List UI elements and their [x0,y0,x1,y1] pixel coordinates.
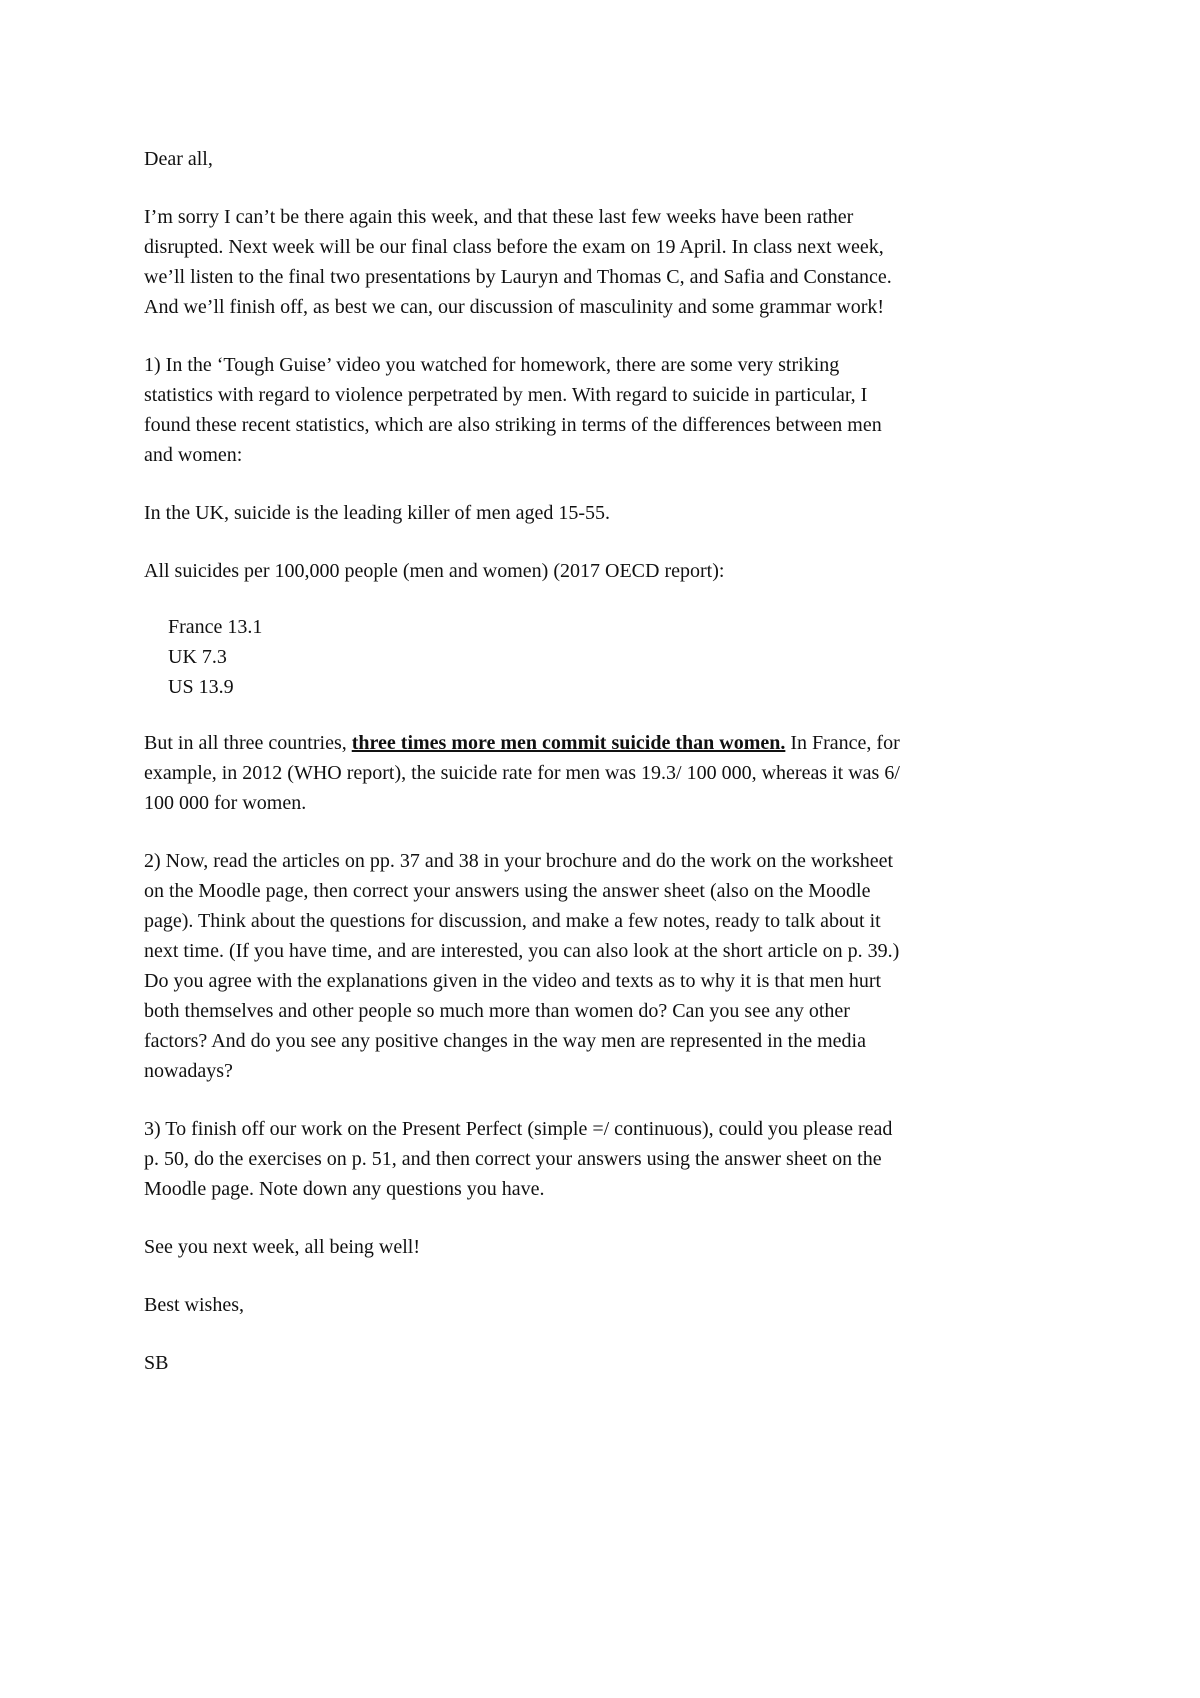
point-3-paragraph [144,1114,1084,1204]
comparison-paragraph [144,728,1084,818]
stat-us: US 13.9 [168,676,234,698]
comparison-line [144,728,1084,758]
intro-line: I’m sorry I can’t be there again this week, and that these last few weeks have been rather [144,206,854,228]
stat-france: France 13.1 [168,616,263,638]
closing-line: Best wishes, [144,1294,244,1316]
point-1-paragraph [144,350,1084,470]
uk-fact: In the UK, suicide is the leading killer of men aged 15-55. [144,502,610,524]
point-3-line: p. 50, do the exercises on p. 51, and then correct your answers using the answer sheet on the [144,1148,882,1170]
stats-list [144,612,1084,702]
point-1-line: found these recent statistics, which are also striking in terms of the differences between men [144,414,882,436]
point-1-line: 1) In the ‘Tough Guise’ video you watched for homework, there are some very striking [144,354,840,376]
point-3-line: Moodle page. Note down any questions you have. [144,1178,545,1200]
comparison-line: 100 000 for women. [144,792,307,814]
comparison-suffix: In France, for [785,732,900,754]
point-1-line: and women: [144,444,243,466]
see-you-line: See you next week, all being well! [144,1236,421,1258]
point-2-line: factors? And do you see any positive changes in the way men are represented in the media [144,1030,866,1052]
oecd-intro: All suicides per 100,000 people (men and women) (2017 OECD report): [144,560,725,582]
point-2-paragraph [144,846,1084,1086]
point-2-line: on the Moodle page, then correct your answers using the answer sheet (also on the Moodle [144,880,871,902]
comparison-emphasis: three times more men commit suicide than women. [351,732,786,754]
intro-paragraph [144,202,1084,322]
point-2-line: Do you agree with the explanations given in the video and texts as to why it is that men hurt [144,970,882,992]
point-2-line: both themselves and other people so much more than women do? Can you see any other [144,1000,850,1022]
greeting: Dear all, [144,148,213,170]
intro-line: disrupted. Next week will be our final class before the exam on 19 April. In class next week, [144,236,884,258]
point-2-line: page). Think about the questions for discussion, and make a few notes, ready to talk about it [144,910,881,932]
intro-line: we’ll listen to the final two presentations by Lauryn and Thomas C, and Safia and Constance. [144,266,892,288]
point-2-line: 2) Now, read the articles on pp. 37 and 38 in your brochure and do the work on the worksheet [144,850,894,872]
point-3-line: 3) To finish off our work on the Present Perfect (simple =/ continuous), could you please read [144,1118,893,1140]
stat-uk: UK 7.3 [168,646,227,668]
signature: SB [144,1352,169,1374]
point-2-line: nowadays? [144,1060,233,1082]
point-2-line: next time. (If you have time, and are interested, you can also look at the short article on p. 39.) [144,940,900,962]
letter-page [144,144,1084,1378]
point-1-line: statistics with regard to violence perpetrated by men. With regard to suicide in particular, I [144,384,868,406]
intro-line: And we’ll finish off, as best we can, our discussion of masculinity and some grammar work! [144,296,885,318]
comparison-line: example, in 2012 (WHO report), the suicide rate for men was 19.3/ 100 000, whereas it was 6/ [144,762,900,784]
comparison-prefix: But in all three countries, [144,732,352,754]
